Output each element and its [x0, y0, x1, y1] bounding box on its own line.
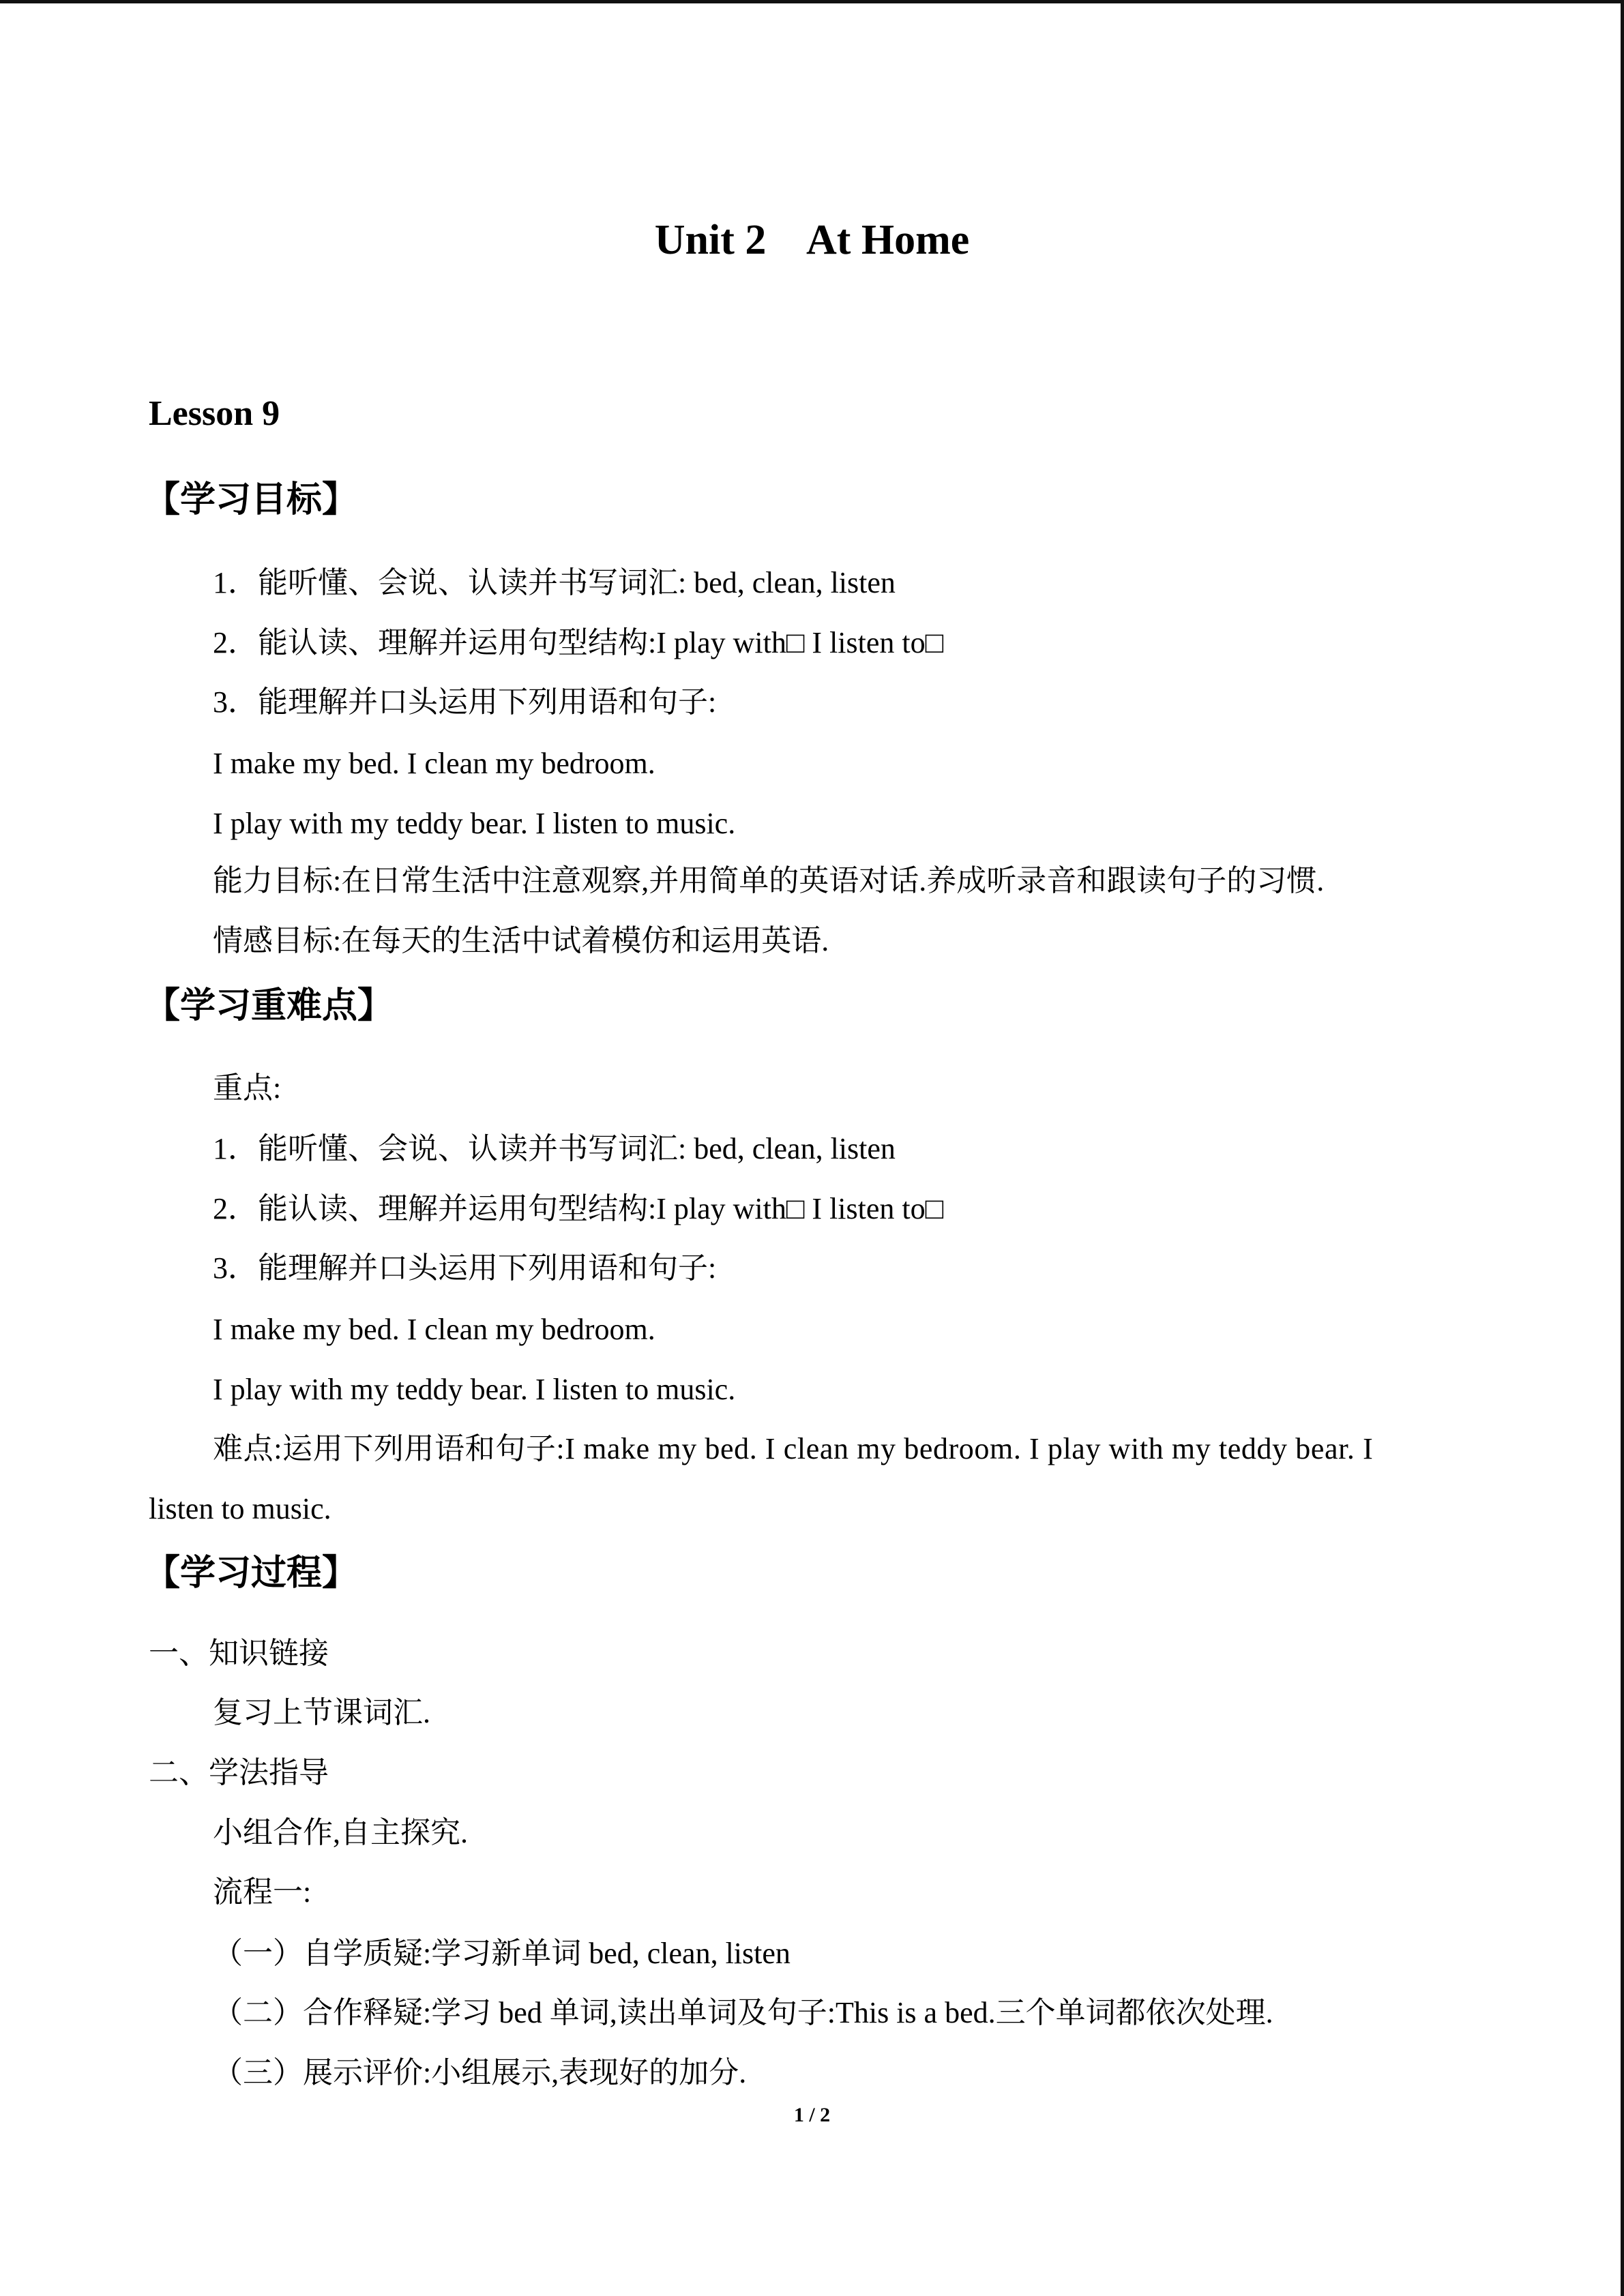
- ability-goal-line: 能力目标:在日常生活中注意观察,并用简单的英语对话.养成听录音和跟读句子的习惯.: [213, 864, 1325, 897]
- process-subitem: （二）合作释疑:学习 bed 单词,读出单词及句子:This is a bed.三个单词都依次处理.: [213, 1996, 1273, 2029]
- process-line: 小组合作,自主探究.: [213, 1816, 468, 1849]
- process-step-heading: 一、知识链接: [149, 1637, 329, 1670]
- lesson-heading: Lesson 9: [149, 394, 280, 433]
- key-point-line: I play with my teddy bear. I listen to music.: [213, 1373, 736, 1406]
- difficulty-line-continued: listen to music.: [149, 1492, 331, 1525]
- key-point-label: 重点:: [213, 1071, 282, 1105]
- section-heading-process: 【学习过程】: [145, 1553, 358, 1594]
- objective-line: 2．能认读、理解并运用句型结构:I play with□ I listen to□: [213, 626, 944, 659]
- emotion-goal-line: 情感目标:在每天的生活中试着模仿和运用英语.: [213, 924, 829, 957]
- process-subitem: （一）自学质疑:学习新单词 bed, clean, listen: [213, 1937, 791, 1970]
- key-point-line: 2．能认读、理解并运用句型结构:I play with□ I listen to□: [213, 1192, 944, 1225]
- process-step-heading: 二、学法指导: [149, 1756, 329, 1789]
- key-point-line: 1．能听懂、会说、认读并书写词汇: bed, clean, listen: [213, 1132, 896, 1165]
- section-heading-key-points: 【学习重难点】: [145, 985, 394, 1026]
- key-point-line: 3．能理解并口头运用下列用语和句子:: [213, 1251, 717, 1285]
- section-heading-objectives: 【学习目标】: [145, 479, 358, 520]
- process-flow-label: 流程一:: [213, 1875, 312, 1909]
- objective-line: I make my bed. I clean my bedroom.: [213, 747, 655, 780]
- objective-line: 1．能听懂、会说、认读并书写词汇: bed, clean, listen: [213, 566, 896, 599]
- page-number: 1 / 2: [793, 2104, 831, 2126]
- page-title: Unit 2 At Home: [654, 217, 970, 263]
- objective-line: I play with my teddy bear. I listen to music.: [213, 807, 736, 840]
- key-point-line: I make my bed. I clean my bedroom.: [213, 1313, 655, 1346]
- process-subitem: （三）展示评价:小组展示,表现好的加分.: [213, 2056, 747, 2089]
- objective-line: 3．能理解并口头运用下列用语和句子:: [213, 685, 717, 719]
- process-line: 复习上节课词汇.: [213, 1696, 430, 1729]
- difficulty-line: 难点:运用下列用语和句子:I make my bed. I clean my bedroom. I play with my teddy bear. I: [213, 1432, 1374, 1465]
